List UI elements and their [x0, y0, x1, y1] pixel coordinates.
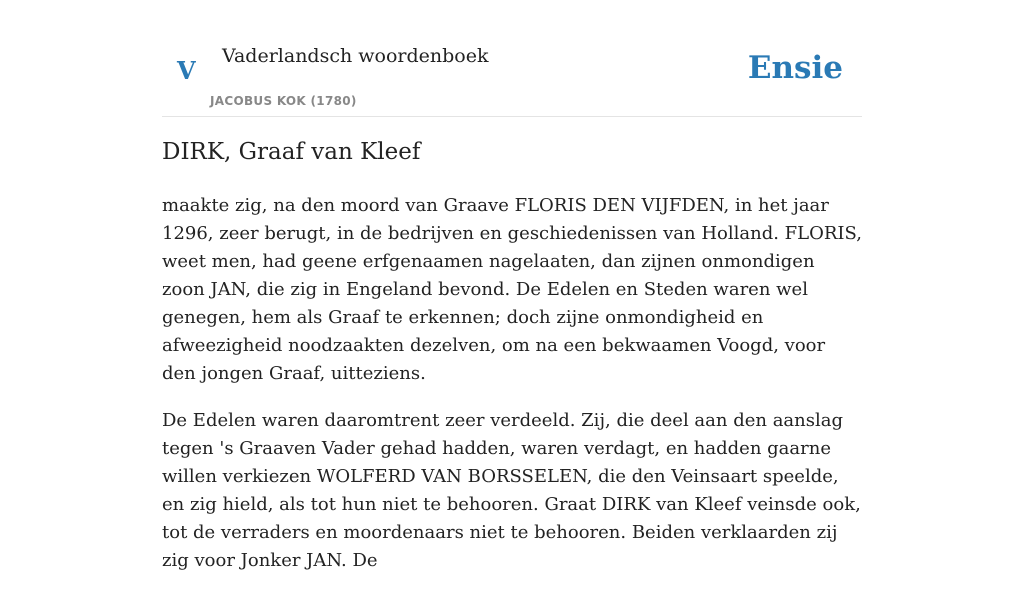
book-author: JACOBUS KOK (1780) [210, 94, 357, 108]
ensie-logo[interactable]: Ensie [747, 50, 843, 86]
letter-index-link[interactable]: V [177, 56, 196, 85]
entry-body [162, 192, 862, 594]
book-title-link[interactable]: Vaderlandsch woordenboek [222, 45, 489, 67]
site-header [162, 0, 862, 117]
entry-paragraph: De Edelen waren daaromtrent zeer verdeeld. Zij, die deel aan den aanslag tegen 's Graaven Vader gehad hadden, waren verdagt, en hadden gaarne willen verkiezen WOLFERD VAN BORSSELEN, die den Veinsaart speelde, en zig hield, als tot hun niet te behooren. Graat DIRK van Kleef veinsde ook, tot de verraders en moordenaars niet te behooren. Beiden verklaarden zij zig voor Jonker JAN. De [162, 410, 861, 571]
entry-title: DIRK, Graaf van Kleef [162, 139, 421, 165]
entry-paragraph: maakte zig, na den moord van Graave FLORIS DEN VIJFDEN, in het jaar 1296, zeer berugt, in de bedrijven en geschiedenissen van Holland. FLORIS, weet men, had geene erfgenaamen nagelaaten, dan zijnen onmondigen zoon JAN, die zig in Engeland bevond. De Edelen en Steden waren wel genegen, hem als Graaf te erkennen; doch zijne onmondigheid en afweezigheid noodzaakten dezelven, om na een bekwaamen Voogd, voor den jongen Graaf, uitteziens. [162, 195, 862, 384]
